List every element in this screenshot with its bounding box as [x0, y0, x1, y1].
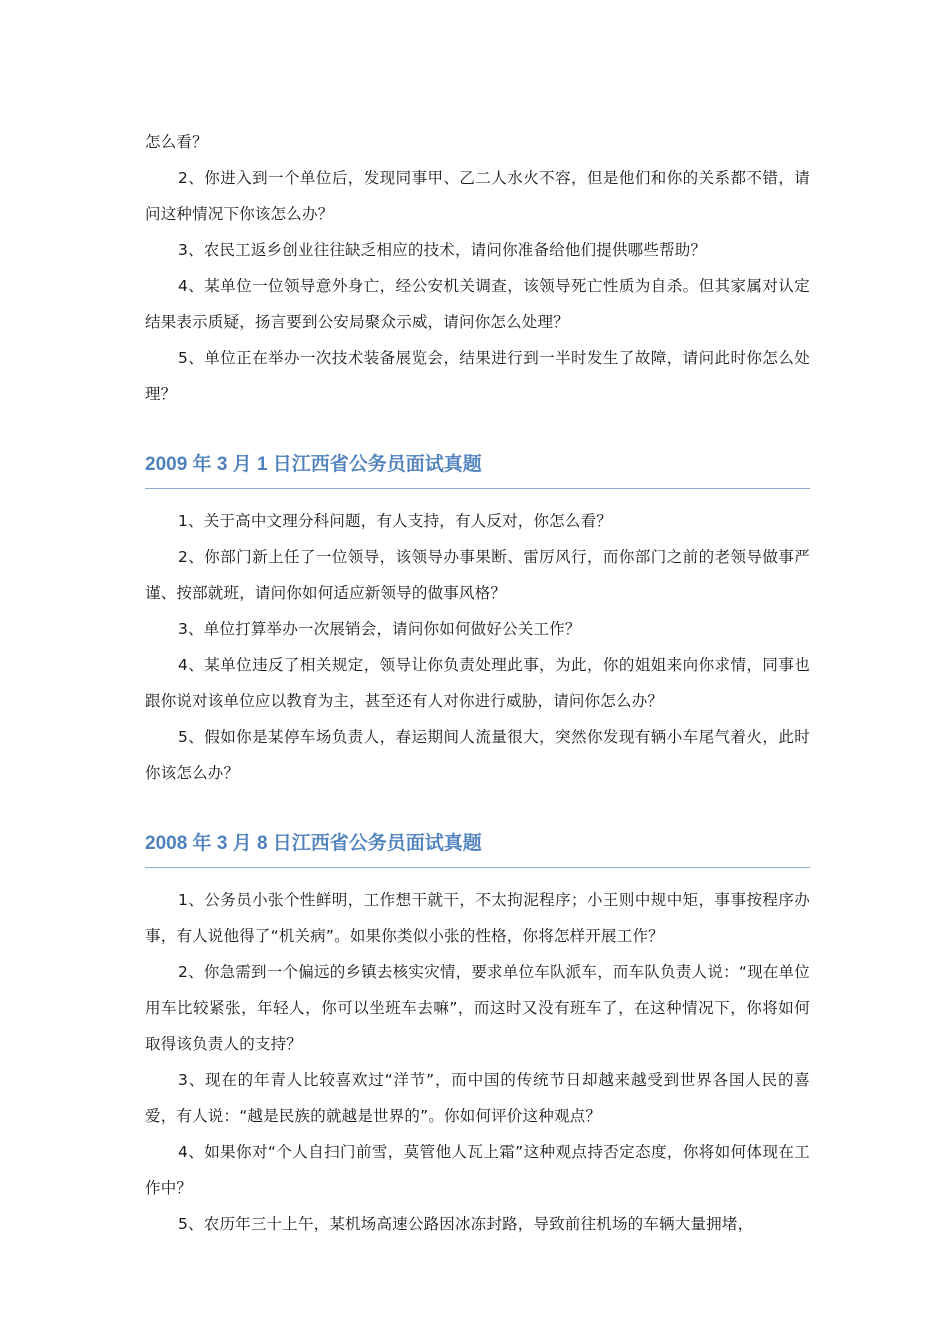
question-item: 2、你进入到一个单位后，发现同事甲、乙二人水火不容，但是他们和你的关系都不错，请问这种情况下你该怎么办？: [145, 169, 810, 223]
question-list: [145, 882, 810, 1242]
question-item: 4、某单位一位领导意外身亡，经公安机关调查，该领导死亡性质为自杀。但其家属对认定结果表示质疑，扬言要到公安局聚众示威，请问你怎么处理？: [145, 277, 810, 331]
question-item: 1、关于高中文理分科问题，有人支持，有人反对，你怎么看？: [178, 512, 612, 530]
intro-block: [145, 124, 810, 412]
question-item: 3、农民工返乡创业往往缺乏相应的技术，请问你准备给他们提供哪些帮助？: [178, 241, 707, 259]
question-item: 5、假如你是某停车场负责人，春运期间人流量很大，突然你发现有辆小车尾气着火，此时你该怎么办？: [145, 728, 810, 782]
question-list: [145, 503, 810, 791]
question-item: 4、某单位违反了相关规定，领导让你负责处理此事，为此，你的姐姐来向你求情，同事也跟你说对该单位应以教育为主，甚至还有人对你进行威胁，请问你怎么办？: [145, 656, 810, 710]
section-title: 2008 年 3 月 8 日江西省公务员面试真题: [145, 831, 810, 868]
section-2008: [145, 831, 810, 1242]
question-item: 3、现在的年青人比较喜欢过“洋节”，而中国的传统节日却越来越受到世界各国人民的喜爱，有人说：“越是民族的就越是世界的”。你如何评价这种观点？: [145, 1071, 810, 1125]
document-body: [145, 124, 810, 1242]
question-item: 1、公务员小张个性鲜明，工作想干就干，不太拘泥程序；小王则中规中矩，事事按程序办事，有人说他得了“机关病”。如果你类似小张的性格，你将怎样开展工作？: [145, 891, 810, 945]
section-2009: [145, 452, 810, 791]
question-item: 5、农历年三十上午，某机场高速公路因冰冻封路，导致前往机场的车辆大量拥堵，: [178, 1215, 754, 1233]
question-item: 4、如果你对“个人自扫门前雪，莫管他人瓦上霜”这种观点持否定态度，你将如何体现在工作中？: [145, 1143, 810, 1197]
question-item: 2、你部门新上任了一位领导，该领导办事果断、雷厉风行，而你部门之前的老领导做事严谨、按部就班，请问你如何适应新领导的做事风格？: [145, 548, 810, 602]
question-item: 5、单位正在举办一次技术装备展览会，结果进行到一半时发生了故障，请问此时你怎么处理？: [145, 349, 810, 403]
question-item: 2、你急需到一个偏远的乡镇去核实灾情，要求单位车队派车，而车队负责人说：“现在单位用车比较紧张，年轻人，你可以坐班车去嘛”，而这时又没有班车了，在这种情况下，你将如何取得该负责人的支持？: [145, 963, 810, 1053]
intro-continuation: 怎么看？: [145, 133, 208, 151]
question-item: 3、单位打算举办一次展销会，请问你如何做好公关工作？: [178, 620, 581, 638]
section-title: 2009 年 3 月 1 日江西省公务员面试真题: [145, 452, 810, 489]
